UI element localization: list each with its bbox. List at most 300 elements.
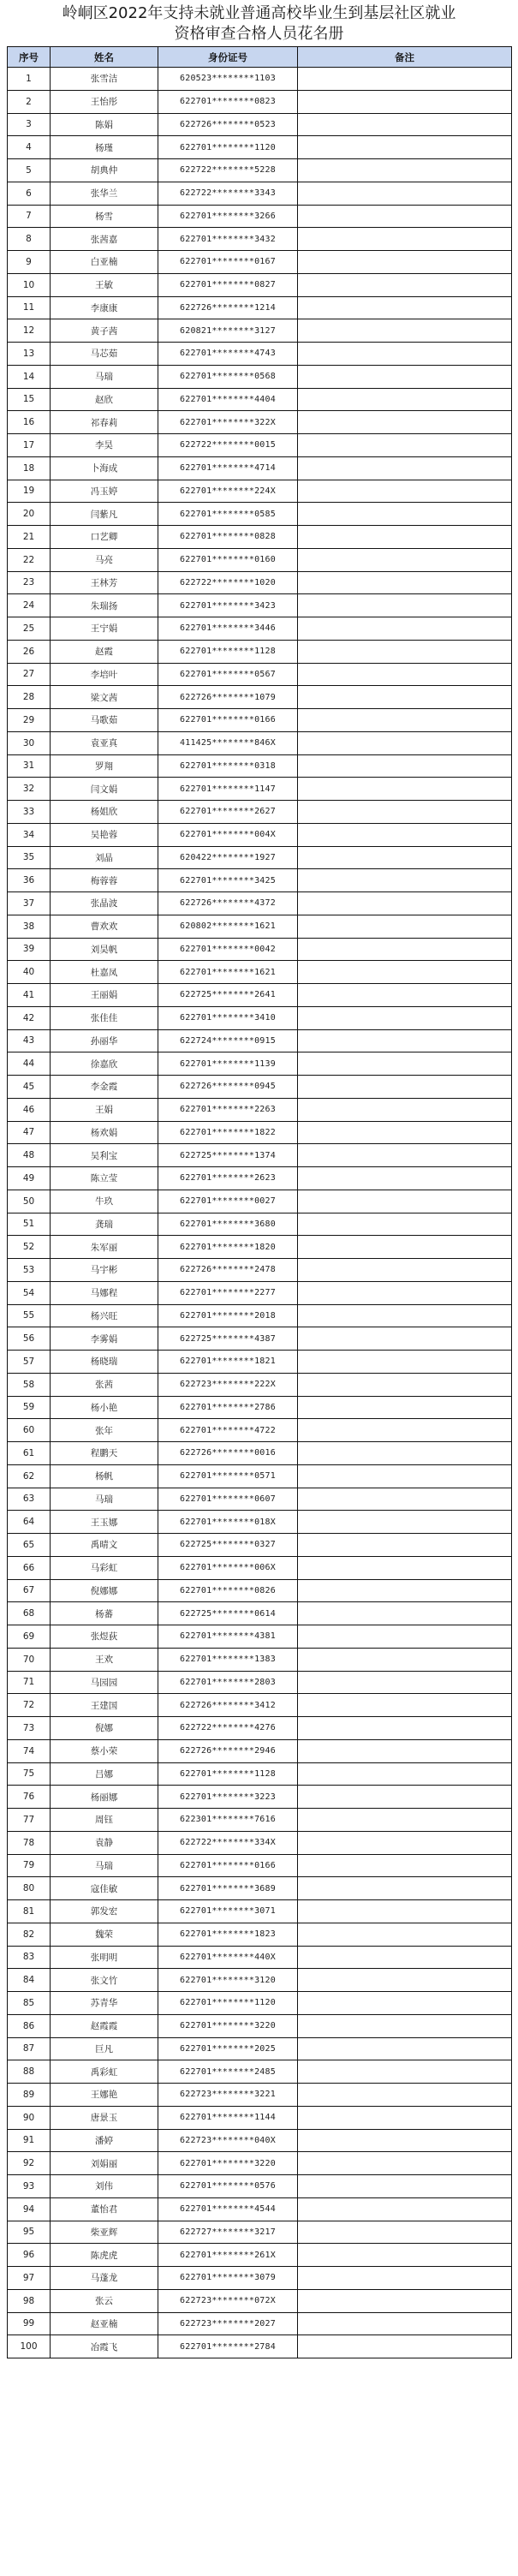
serial-number-cell: 12: [8, 319, 51, 343]
id-number-cell: 622701********1383: [158, 1648, 298, 1671]
id-number-cell: 622701********0042: [158, 938, 298, 961]
serial-number-cell: 60: [8, 1419, 51, 1442]
remarks-cell: [298, 2244, 512, 2267]
remarks-cell: [298, 2289, 512, 2312]
id-number-cell: 622701********3425: [158, 869, 298, 892]
remarks-cell: [298, 2152, 512, 2175]
table-row: [8, 1121, 512, 1144]
remarks-cell: [298, 251, 512, 274]
id-number-cell: 622725********0327: [158, 1534, 298, 1557]
serial-number-cell: 73: [8, 1717, 51, 1740]
table-row: [8, 778, 512, 801]
remarks-cell: [298, 2060, 512, 2084]
remarks-cell: [298, 1373, 512, 1396]
name-cell: 张年: [51, 1419, 158, 1442]
remarks-cell: [298, 1602, 512, 1625]
remarks-cell: [298, 1121, 512, 1144]
table-row: [8, 456, 512, 480]
remarks-cell: [298, 273, 512, 296]
name-cell: 马芯茹: [51, 343, 158, 366]
remarks-cell: [298, 1029, 512, 1052]
serial-number-cell: 92: [8, 2152, 51, 2175]
remarks-cell: [298, 2129, 512, 2152]
serial-number-cell: 21: [8, 526, 51, 549]
remarks-cell: [298, 1076, 512, 1099]
serial-number-cell: 11: [8, 296, 51, 319]
remarks-cell: [298, 984, 512, 1007]
remarks-cell: [298, 526, 512, 549]
remarks-cell: [298, 2267, 512, 2290]
table-row: [8, 1992, 512, 2015]
id-number-cell: 622701********0576: [158, 2175, 298, 2198]
header-name: 姓名: [51, 47, 158, 68]
serial-number-cell: 75: [8, 1762, 51, 1786]
table-row: [8, 159, 512, 182]
serial-number-cell: 22: [8, 548, 51, 571]
serial-number-cell: 35: [8, 846, 51, 869]
serial-number-cell: 57: [8, 1351, 51, 1374]
name-cell: 祁春莉: [51, 411, 158, 434]
header-serial-number: 序号: [8, 47, 51, 68]
serial-number-cell: 33: [8, 801, 51, 824]
table-row: [8, 961, 512, 984]
table-row: [8, 2221, 512, 2244]
id-number-cell: 622701********2623: [158, 1167, 298, 1190]
id-number-cell: 622701********440X: [158, 1946, 298, 1969]
remarks-cell: [298, 594, 512, 617]
id-number-cell: 622701********3220: [158, 2014, 298, 2037]
remarks-cell: [298, 1167, 512, 1190]
name-cell: 郭发宏: [51, 1900, 158, 1923]
table-row: [8, 823, 512, 846]
remarks-cell: [298, 1762, 512, 1786]
name-cell: 张华兰: [51, 182, 158, 205]
id-number-cell: 622701********0823: [158, 90, 298, 113]
name-cell: 赵霞: [51, 640, 158, 663]
serial-number-cell: 17: [8, 434, 51, 457]
remarks-cell: [298, 1809, 512, 1832]
id-number-cell: 622701********224X: [158, 480, 298, 503]
remarks-cell: [298, 961, 512, 984]
remarks-cell: [298, 846, 512, 869]
remarks-cell: [298, 869, 512, 892]
table-row: [8, 228, 512, 251]
name-cell: 龚瑞: [51, 1213, 158, 1236]
table-row: [8, 1052, 512, 1076]
table-row: [8, 1373, 512, 1396]
remarks-cell: [298, 319, 512, 343]
name-cell: 马娜程: [51, 1281, 158, 1304]
remarks-cell: [298, 1694, 512, 1717]
serial-number-cell: 7: [8, 205, 51, 228]
table-row: [8, 686, 512, 709]
remarks-cell: [298, 731, 512, 754]
serial-number-cell: 50: [8, 1190, 51, 1213]
name-cell: 杨雪: [51, 205, 158, 228]
id-number-cell: 622701********1820: [158, 1236, 298, 1259]
id-number-cell: 622701********3223: [158, 1786, 298, 1809]
table-row: [8, 1969, 512, 1992]
header-row: [8, 47, 512, 68]
serial-number-cell: 89: [8, 2084, 51, 2107]
id-number-cell: 622727********3217: [158, 2221, 298, 2244]
remarks-cell: [298, 1786, 512, 1809]
serial-number-cell: 65: [8, 1534, 51, 1557]
serial-number-cell: 29: [8, 709, 51, 732]
remarks-cell: [298, 686, 512, 709]
remarks-cell: [298, 2084, 512, 2107]
serial-number-cell: 46: [8, 1098, 51, 1121]
remarks-cell: [298, 1144, 512, 1167]
table-row: [8, 1464, 512, 1488]
name-cell: 张文竹: [51, 1969, 158, 1992]
id-number-cell: 622726********0523: [158, 113, 298, 136]
remarks-cell: [298, 480, 512, 503]
name-cell: 马歌茹: [51, 709, 158, 732]
id-number-cell: 622725********4387: [158, 1327, 298, 1351]
remarks-cell: [298, 1556, 512, 1579]
remarks-cell: [298, 1351, 512, 1374]
name-cell: 王宁娟: [51, 617, 158, 641]
serial-number-cell: 83: [8, 1946, 51, 1969]
table-row: [8, 1304, 512, 1327]
serial-number-cell: 82: [8, 1923, 51, 1946]
serial-number-cell: 52: [8, 1236, 51, 1259]
name-cell: 马宇彬: [51, 1259, 158, 1282]
table-row: [8, 1534, 512, 1557]
id-number-cell: 622701********3071: [158, 1900, 298, 1923]
table-row: [8, 1259, 512, 1282]
name-cell: 黄子茜: [51, 319, 158, 343]
table-row: [8, 892, 512, 915]
id-number-cell: 622726********1214: [158, 296, 298, 319]
name-cell: 白亚楠: [51, 251, 158, 274]
name-cell: 蔡小荣: [51, 1739, 158, 1762]
serial-number-cell: 14: [8, 365, 51, 388]
serial-number-cell: 43: [8, 1029, 51, 1052]
id-number-cell: 622701********2627: [158, 801, 298, 824]
serial-number-cell: 5: [8, 159, 51, 182]
id-number-cell: 622701********1144: [158, 2106, 298, 2129]
remarks-cell: [298, 503, 512, 526]
serial-number-cell: 91: [8, 2129, 51, 2152]
table-row: [8, 731, 512, 754]
id-number-cell: 622726********2478: [158, 1259, 298, 1282]
name-cell: 闫文娟: [51, 778, 158, 801]
table-row: [8, 2084, 512, 2107]
table-row: [8, 1213, 512, 1236]
id-number-cell: 622701********1621: [158, 961, 298, 984]
table-row: [8, 2037, 512, 2060]
serial-number-cell: 26: [8, 640, 51, 663]
table-row: [8, 319, 512, 343]
serial-number-cell: 84: [8, 1969, 51, 1992]
serial-number-cell: 24: [8, 594, 51, 617]
name-cell: 张明明: [51, 1946, 158, 1969]
serial-number-cell: 38: [8, 915, 51, 938]
table-row: [8, 2267, 512, 2290]
id-number-cell: 622701********3432: [158, 228, 298, 251]
name-cell: 唐景玉: [51, 2106, 158, 2129]
id-number-cell: 622701********3220: [158, 2152, 298, 2175]
roster-body: [8, 68, 512, 2358]
serial-number-cell: 25: [8, 617, 51, 641]
serial-number-cell: 90: [8, 2106, 51, 2129]
serial-number-cell: 10: [8, 273, 51, 296]
table-row: [8, 1602, 512, 1625]
remarks-cell: [298, 159, 512, 182]
remarks-cell: [298, 182, 512, 205]
serial-number-cell: 97: [8, 2267, 51, 2290]
serial-number-cell: 74: [8, 1739, 51, 1762]
table-row: [8, 136, 512, 159]
name-cell: 吕娜: [51, 1762, 158, 1786]
name-cell: 董怡君: [51, 2197, 158, 2221]
remarks-cell: [298, 640, 512, 663]
table-row: [8, 938, 512, 961]
table-row: [8, 2106, 512, 2129]
serial-number-cell: 31: [8, 754, 51, 778]
table-row: [8, 343, 512, 366]
id-number-cell: 622701********3680: [158, 1213, 298, 1236]
table-row: [8, 1351, 512, 1374]
id-number-cell: 622701********0568: [158, 365, 298, 388]
table-row: [8, 296, 512, 319]
name-cell: 禹晴文: [51, 1534, 158, 1557]
remarks-cell: [298, 938, 512, 961]
remarks-cell: [298, 754, 512, 778]
remarks-cell: [298, 892, 512, 915]
remarks-cell: [298, 823, 512, 846]
remarks-cell: [298, 1419, 512, 1442]
table-row: [8, 1556, 512, 1579]
remarks-cell: [298, 296, 512, 319]
name-cell: 王丽娟: [51, 984, 158, 1007]
table-row: [8, 1923, 512, 1946]
table-row: [8, 2060, 512, 2084]
table-row: [8, 1006, 512, 1029]
table-row: [8, 251, 512, 274]
name-cell: 赵亚楠: [51, 2312, 158, 2335]
id-number-cell: 622701********1128: [158, 1762, 298, 1786]
name-cell: 张佳佳: [51, 1006, 158, 1029]
id-number-cell: 622701********3266: [158, 205, 298, 228]
roster-table: [7, 46, 512, 2358]
id-number-cell: 622701********0167: [158, 251, 298, 274]
name-cell: 马彩虹: [51, 1556, 158, 1579]
name-cell: 李雾娟: [51, 1327, 158, 1351]
header-remarks: 备注: [298, 47, 512, 68]
name-cell: 刘伟: [51, 2175, 158, 2198]
name-cell: 王建国: [51, 1694, 158, 1717]
id-number-cell: 622701********004X: [158, 823, 298, 846]
name-cell: 禹彩虹: [51, 2060, 158, 2084]
table-row: [8, 182, 512, 205]
id-number-cell: 622701********322X: [158, 411, 298, 434]
serial-number-cell: 88: [8, 2060, 51, 2084]
name-cell: 王敏: [51, 273, 158, 296]
id-number-cell: 622701********0318: [158, 754, 298, 778]
serial-number-cell: 56: [8, 1327, 51, 1351]
serial-number-cell: 8: [8, 228, 51, 251]
name-cell: 柴亚辉: [51, 2221, 158, 2244]
name-cell: 杨姐欣: [51, 801, 158, 824]
table-row: [8, 2197, 512, 2221]
serial-number-cell: 100: [8, 2335, 51, 2358]
remarks-cell: [298, 1190, 512, 1213]
title-line-1: 岭峒区2022年支持未就业普通高校毕业生到基层社区就业: [62, 4, 456, 22]
id-number-cell: 622701********4714: [158, 456, 298, 480]
remarks-cell: [298, 801, 512, 824]
remarks-cell: [298, 1946, 512, 1969]
table-row: [8, 1167, 512, 1190]
name-cell: 张晶波: [51, 892, 158, 915]
name-cell: 杨欢娟: [51, 1121, 158, 1144]
id-number-cell: 622701********0585: [158, 503, 298, 526]
name-cell: 曹欢欢: [51, 915, 158, 938]
remarks-cell: [298, 1488, 512, 1511]
name-cell: 倪娜娜: [51, 1579, 158, 1602]
serial-number-cell: 34: [8, 823, 51, 846]
name-cell: 口艺卿: [51, 526, 158, 549]
serial-number-cell: 69: [8, 1625, 51, 1649]
serial-number-cell: 78: [8, 1831, 51, 1854]
serial-number-cell: 23: [8, 571, 51, 594]
name-cell: 潘婷: [51, 2129, 158, 2152]
name-cell: 杨晓瑞: [51, 1351, 158, 1374]
remarks-cell: [298, 1877, 512, 1900]
id-number-cell: 622701********1147: [158, 778, 298, 801]
serial-number-cell: 18: [8, 456, 51, 480]
serial-number-cell: 85: [8, 1992, 51, 2015]
name-cell: 朱瑞扬: [51, 594, 158, 617]
serial-number-cell: 80: [8, 1877, 51, 1900]
table-row: [8, 594, 512, 617]
title-line-2: 资格审查合格人员花名册: [174, 25, 344, 43]
serial-number-cell: 79: [8, 1854, 51, 1877]
serial-number-cell: 6: [8, 182, 51, 205]
name-cell: 梁文茜: [51, 686, 158, 709]
table-row: [8, 1786, 512, 1809]
id-number-cell: 622701********006X: [158, 1556, 298, 1579]
name-cell: 胡典仲: [51, 159, 158, 182]
serial-number-cell: 27: [8, 663, 51, 686]
id-number-cell: 622701********1821: [158, 1351, 298, 1374]
name-cell: 罗翔: [51, 754, 158, 778]
remarks-cell: [298, 68, 512, 91]
name-cell: 陈虎虎: [51, 2244, 158, 2267]
name-cell: 李金霞: [51, 1076, 158, 1099]
serial-number-cell: 9: [8, 251, 51, 274]
remarks-cell: [298, 1739, 512, 1762]
serial-number-cell: 42: [8, 1006, 51, 1029]
serial-number-cell: 16: [8, 411, 51, 434]
table-row: [8, 1900, 512, 1923]
id-number-cell: 622701********4722: [158, 1419, 298, 1442]
serial-number-cell: 48: [8, 1144, 51, 1167]
table-row: [8, 503, 512, 526]
serial-number-cell: 66: [8, 1556, 51, 1579]
table-row: [8, 1076, 512, 1099]
remarks-cell: [298, 411, 512, 434]
id-number-cell: 622701********2803: [158, 1671, 298, 1694]
serial-number-cell: 77: [8, 1809, 51, 1832]
name-cell: 苏青华: [51, 1992, 158, 2015]
serial-number-cell: 37: [8, 892, 51, 915]
id-number-cell: 622701********1139: [158, 1052, 298, 1076]
name-cell: 孙丽华: [51, 1029, 158, 1052]
serial-number-cell: 96: [8, 2244, 51, 2267]
id-number-cell: 622701********3079: [158, 2267, 298, 2290]
serial-number-cell: 67: [8, 1579, 51, 1602]
id-number-cell: 622701********0027: [158, 1190, 298, 1213]
table-row: [8, 1511, 512, 1534]
table-row: [8, 1648, 512, 1671]
id-number-cell: 622724********0915: [158, 1029, 298, 1052]
name-cell: 闫紫凡: [51, 503, 158, 526]
name-cell: 杨帆: [51, 1464, 158, 1488]
id-number-cell: 620422********1927: [158, 846, 298, 869]
id-number-cell: 622701********261X: [158, 2244, 298, 2267]
id-number-cell: 622701********0571: [158, 1464, 298, 1488]
table-row: [8, 1717, 512, 1740]
remarks-cell: [298, 1098, 512, 1121]
id-number-cell: 622701********0826: [158, 1579, 298, 1602]
id-number-cell: 622701********3423: [158, 594, 298, 617]
serial-number-cell: 68: [8, 1602, 51, 1625]
table-row: [8, 1854, 512, 1877]
id-number-cell: 622701********4544: [158, 2197, 298, 2221]
remarks-cell: [298, 1327, 512, 1351]
remarks-cell: [298, 1464, 512, 1488]
id-number-cell: 622701********3410: [158, 1006, 298, 1029]
table-row: [8, 1488, 512, 1511]
header-id-number: 身份证号: [158, 47, 298, 68]
id-number-cell: 622701********2784: [158, 2335, 298, 2358]
remarks-cell: [298, 2106, 512, 2129]
name-cell: 王玉娜: [51, 1511, 158, 1534]
id-number-cell: 622701********2025: [158, 2037, 298, 2060]
id-number-cell: 622701********2277: [158, 1281, 298, 1304]
id-number-cell: 622725********1374: [158, 1144, 298, 1167]
remarks-cell: [298, 778, 512, 801]
name-cell: 王娟: [51, 1098, 158, 1121]
table-row: [8, 1809, 512, 1832]
serial-number-cell: 94: [8, 2197, 51, 2221]
remarks-cell: [298, 1969, 512, 1992]
remarks-cell: [298, 1625, 512, 1649]
document-title: [0, 3, 518, 45]
id-number-cell: 622725********0614: [158, 1602, 298, 1625]
remarks-cell: [298, 365, 512, 388]
table-row: [8, 1762, 512, 1786]
serial-number-cell: 30: [8, 731, 51, 754]
name-cell: 李昊: [51, 434, 158, 457]
table-row: [8, 365, 512, 388]
id-number-cell: 622701********0160: [158, 548, 298, 571]
serial-number-cell: 95: [8, 2221, 51, 2244]
name-cell: 马瑞: [51, 365, 158, 388]
serial-number-cell: 32: [8, 778, 51, 801]
id-number-cell: 622722********3343: [158, 182, 298, 205]
id-number-cell: 622726********3412: [158, 1694, 298, 1717]
serial-number-cell: 70: [8, 1648, 51, 1671]
serial-number-cell: 45: [8, 1076, 51, 1099]
name-cell: 吴艳蓉: [51, 823, 158, 846]
name-cell: 冶霞飞: [51, 2335, 158, 2358]
table-row: [8, 205, 512, 228]
table-row: [8, 1739, 512, 1762]
